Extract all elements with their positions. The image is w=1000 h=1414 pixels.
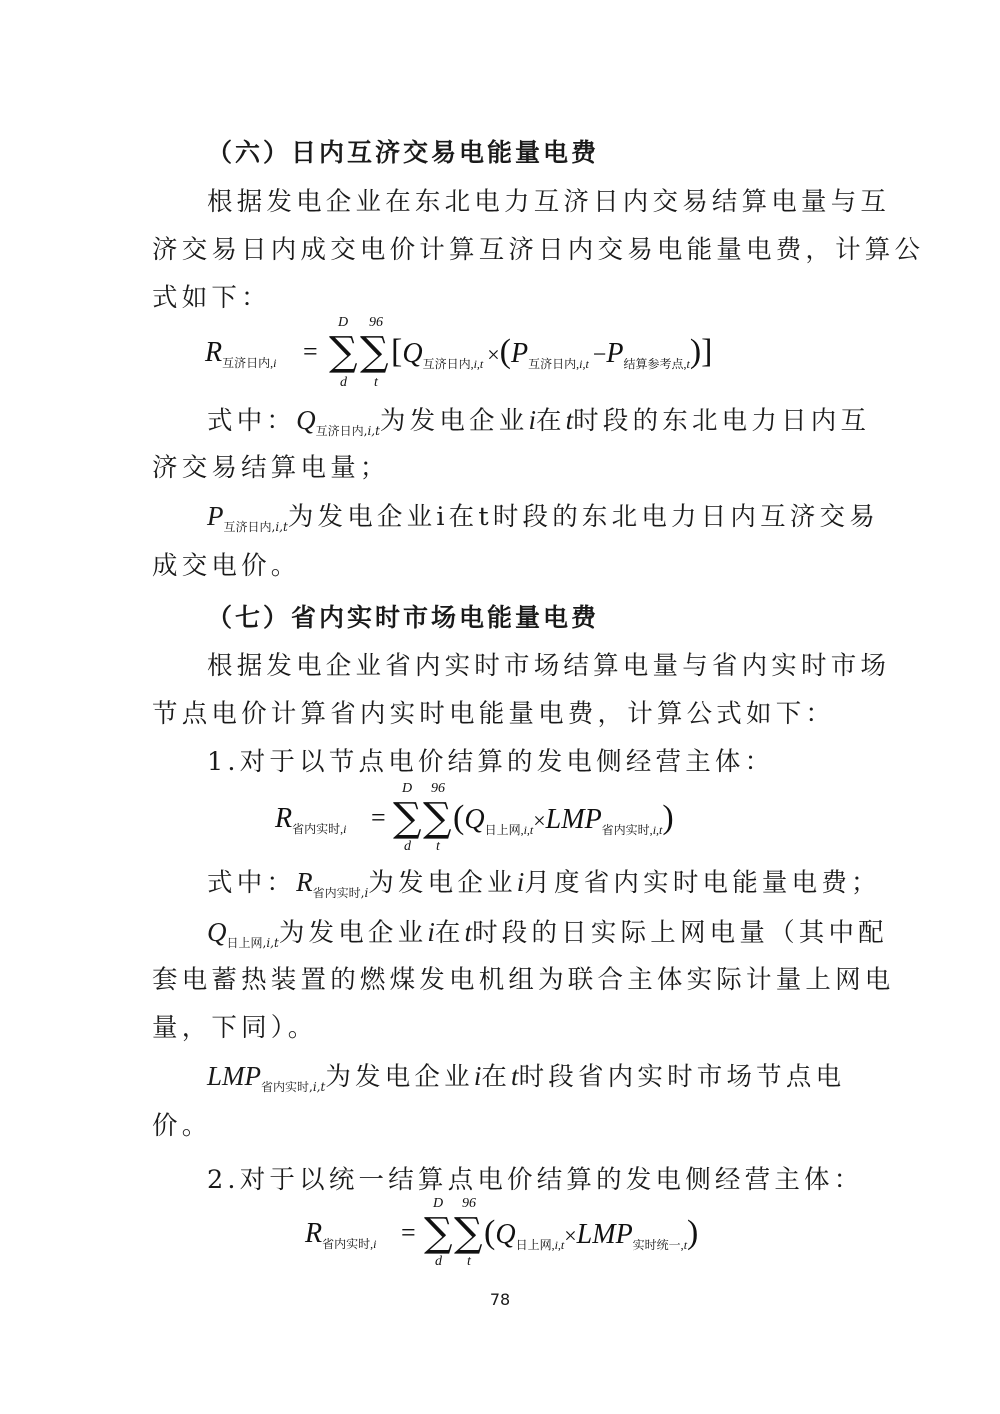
sum-symbol-t: ∑ — [360, 329, 389, 375]
s6-p-definition: $P_{互济日内,i,t}$为发电企业i在t时段的东北电力日内互济交易 — [207, 501, 879, 534]
sum-symbol-t: ∑ — [423, 795, 452, 841]
s7-q-definition: $Q_{日上网,i,t}$为发电企业i在t时段的日实际上网电量（其中配 — [207, 917, 888, 950]
sum-symbol-d: ∑ — [329, 329, 358, 375]
s6-q-definition-line-2: 济交易结算电量； — [152, 453, 390, 483]
s7-q-definition-line-3: 量，下同）。 — [152, 1013, 318, 1043]
s7-para-line-2: 节点电价计算省内实时电能量电费，计算公式如下： — [152, 699, 836, 729]
s7-lmp-definition: $LMP_{省内实时,i,t}$为发电企业i在t时段省内实时市场节点电 — [207, 1061, 846, 1094]
s7-r-definition: 式中：$R_{省内实时,i}$为发电企业i月度省内实时电能量电费； — [207, 867, 881, 900]
sum-symbol-d: ∑ — [424, 1210, 453, 1256]
s6-p-definition-line-2: 成交电价。 — [152, 551, 301, 581]
s7-para-line-1: 根据发电企业省内实时市场结算电量与省内实时市场 — [207, 651, 891, 681]
s7-q-definition-line-2: 套电蓄热装置的燃煤发电机组为联合主体实际计量上网电 — [152, 965, 895, 995]
s7-lmp-definition-line-2: 价。 — [152, 1111, 212, 1141]
s6-q-definition: 式中：$Q_{互济日内,i,t}$为发电企业i在t时段的东北电力日内互 — [207, 405, 871, 438]
sum-symbol-t: ∑ — [454, 1210, 483, 1256]
s7-item-1: 1.对于以节点电价结算的发电侧经营主体： — [207, 747, 775, 777]
formula-unified-price: $R_{省内实时,i}$ = D ∑ d 96 ∑ t $(Q_{日上网,i,t}\times LMP_{实时统一,t})$ — [305, 1196, 699, 1269]
formula-node-price: $R_{省内实时,i}$ = D ∑ d 96 ∑ t $(Q_{日上网,i,t}\times LMP_{省内实时,i,t})$ — [275, 781, 674, 854]
page-number: 78 — [489, 1290, 511, 1309]
section-6-heading: （六）日内互济交易电能量电费 — [207, 138, 600, 167]
section-7-heading: （七）省内实时市场电能量电费 — [207, 603, 600, 632]
sum-symbol-d: ∑ — [393, 795, 422, 841]
s6-para-line-3: 式如下： — [152, 283, 271, 313]
formula-intraday-mutual: $R_{互济日内,i}$ = D ∑ d 96 ∑ t $[Q_{互济日内,i,t} \times(P_{互济日内,i,t} -P_{结算参考点,t})]$ — [205, 315, 713, 390]
s7-item-2: 2.对于以统一结算点电价结算的发电侧经营主体： — [207, 1165, 864, 1195]
s6-para-line-1: 根据发电企业在东北电力互济日内交易结算电量与互 — [207, 187, 891, 217]
s6-para-line-2: 济交易日内成交电价计算互济日内交易电能量电费，计算公 — [152, 235, 925, 265]
